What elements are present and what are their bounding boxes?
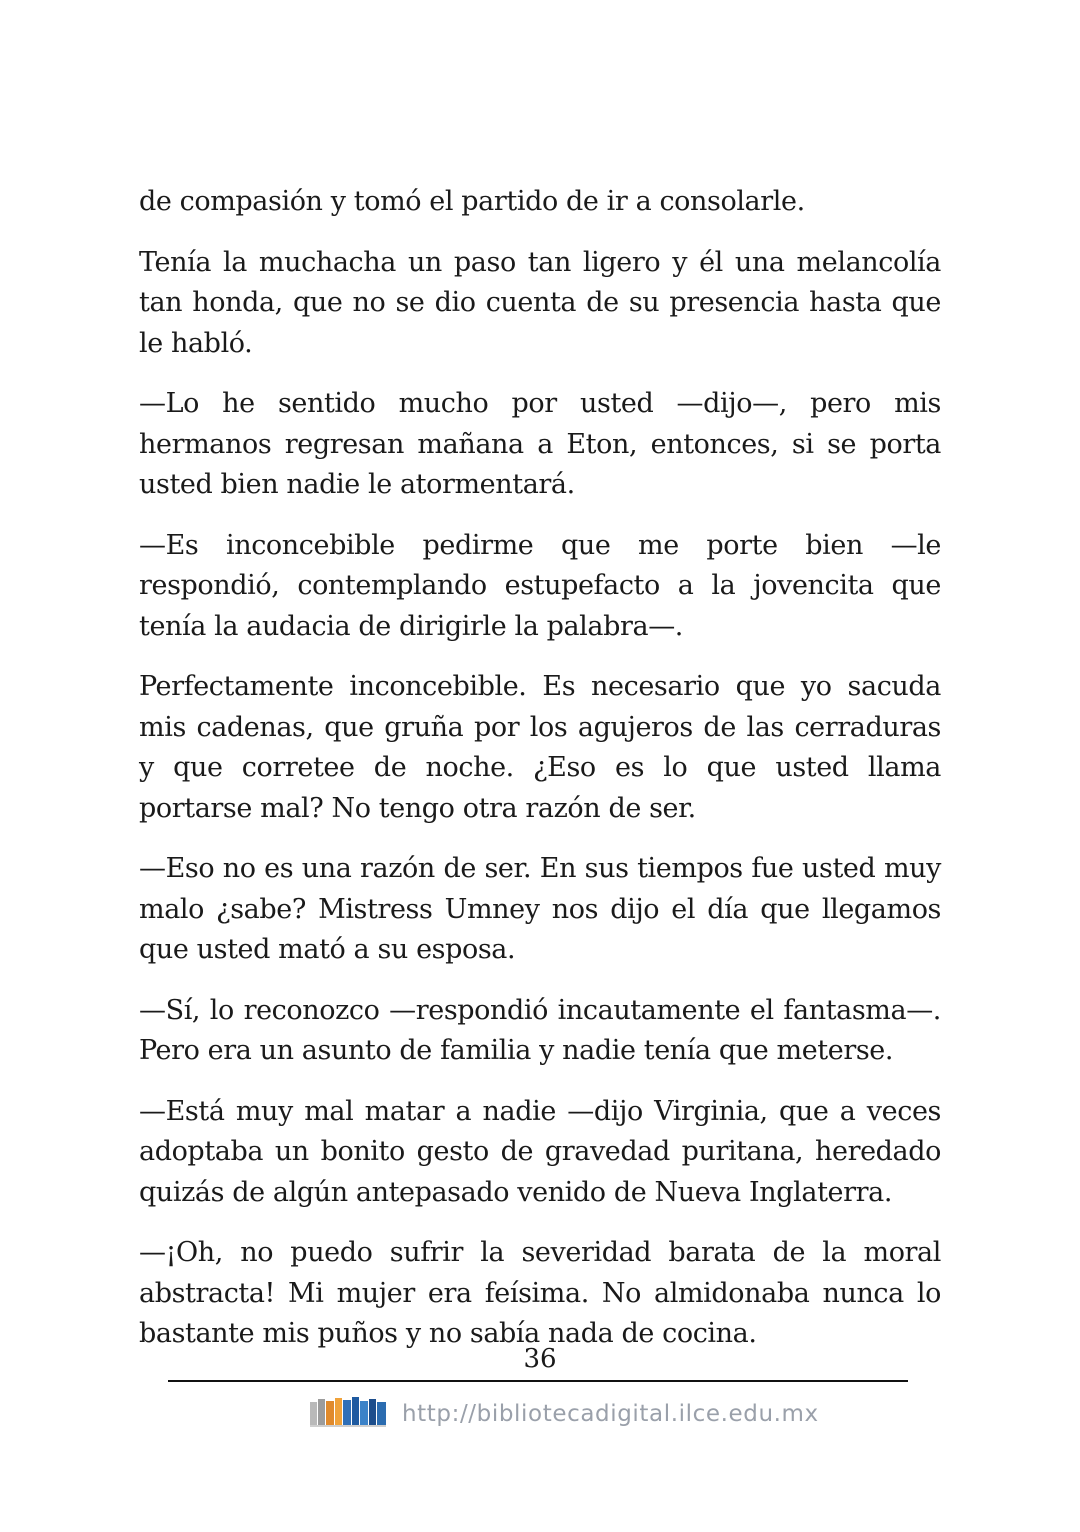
paragraph: Perfectamente inconcebible. Es necesario que yo sacuda mis cadenas, que gruña por los agujeros de las cerraduras y que corretee de noche. ¿Eso es lo que usted llama portarse mal? No tengo otra razón de ser. [139,671,941,824]
page-body [139,182,941,1375]
bookshelf-logo-icon [308,1396,390,1428]
footer-url-link[interactable]: http://bibliotecadigital.ilce.edu.mx [402,1401,819,1427]
paragraph: Tenía la muchacha un paso tan ligero y él una melancolía tan honda, que no se dio cuenta de su presencia hasta que le habló. [139,246,941,359]
paragraph: —Sí, lo reconozco —respondió incautamente el fantasma—. Pero era un asunto de familia y nadie tenía que meterse. [139,994,941,1066]
paragraph: —Lo he sentido mucho por usted —dijo—, pero mis hermanos regresan mañana a Eton, entonces, si se porta usted bien nadie le atormentará. [139,388,941,500]
page-number: 36 [523,1344,557,1374]
paragraph: —Eso no es una razón de ser. En sus tiempos fue usted muy malo ¿sabe? Mistress Umney nos dijo el día que llegamos que usted mató a su esposa. [139,853,941,965]
footer-divider [168,1380,908,1382]
paragraph: de compasión y tomó el partido de ir a consolarle. [139,186,805,217]
paragraph: —Es inconcebible pedirme que me porte bien —le respondió, contemplando estupefacto a la jovencita que tenía la audacia de dirigirle la palabra—. [139,529,941,642]
paragraph: —Está muy mal matar a nadie —dijo Virginia, que a veces adoptaba un bonito gesto de gravedad puritana, heredado quizás de algún antepasado venido de Nueva Inglaterra. [139,1095,941,1208]
paragraph: —¡Oh, no puedo sufrir la severidad barata de la moral abstracta! Mi mujer era feísima. No almidonaba nunca lo bastante mis puños y no sabía nada de cocina. [139,1237,941,1349]
